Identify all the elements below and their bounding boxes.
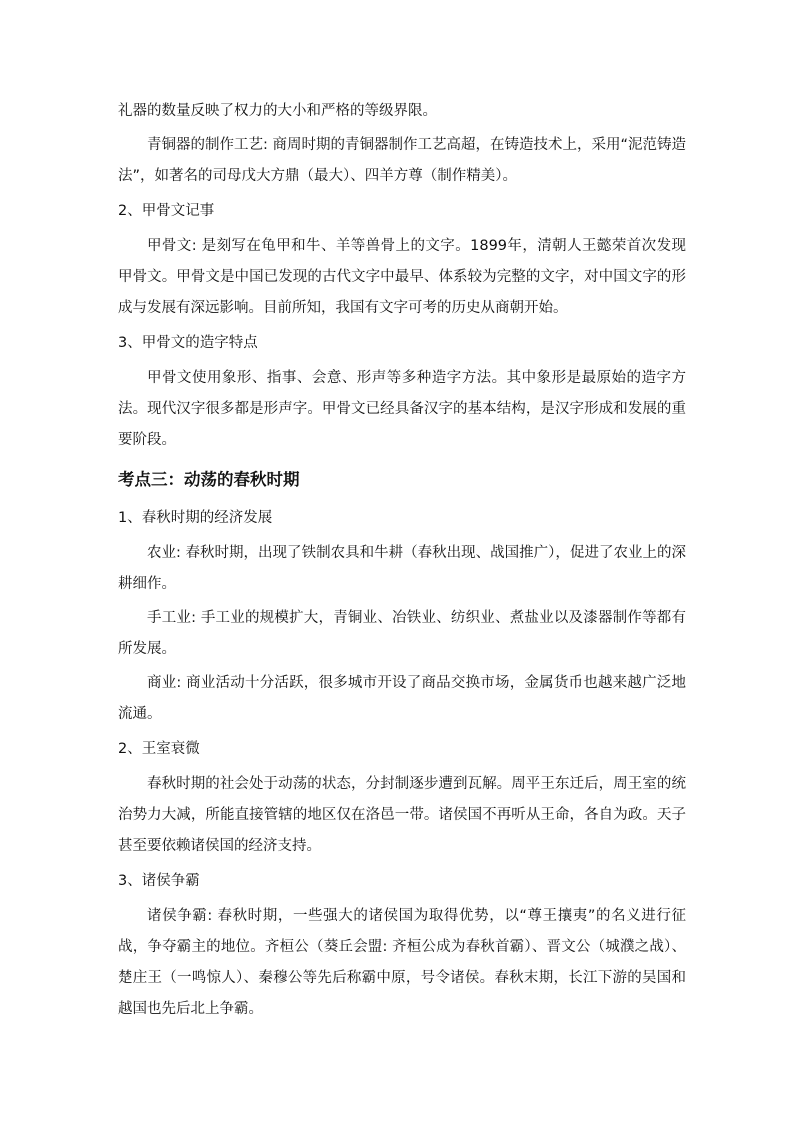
paragraph-oracle-bone-script: 甲骨文: 是刻写在龟甲和牛、羊等兽骨上的文字。1899年，清朝人王懿荣首次发现甲骨文。甲骨文是中国已发现的古代文字中最早、体系较为完整的文字，对中国文字的形成与发展有深远影响。目前所知，我国有文字可考的历史从商朝开始。 — [118, 238, 686, 316]
paragraph-hegemony: 诸侯争霸: 春秋时期，一些强大的诸侯国为取得优势，以“尊王攘夷”的名义进行征战，争夺霸主的地位。齐桓公（葵丘会盟: 齐桓公成为春秋首霸）、晋文公（城濮之战）、楚庄王（一鸣惊人）、秦穆公等先后称霸中原，号令诸侯。春秋末期，长江下游的吴国和越国也先后北上争霸。 — [118, 908, 686, 1017]
paragraph-commerce: 商业: 商业活动十分活跃，很多城市开设了商品交换市场，金属货币也越来越广泛地流通。 — [118, 675, 686, 722]
paragraph-bronze-craft: 青铜器的制作工艺: 商周时期的青铜器制作工艺高超，在铸造技术上，采用“泥范铸造法”，如著名的司母戊大方鼎（最大）、四羊方尊（制作精美）。 — [118, 137, 687, 184]
paragraph-ritual-vessels: 礼器的数量反映了权力的大小和严格的等级界限。 — [118, 103, 437, 119]
paragraph-character-methods: 甲骨文使用象形、指事、会意、形声等多种造字方法。其中象形是最原始的造字方法。现代汉字很多都是形声字。甲骨文已经具备汉字的基本结构，是汉字形成和发展的重要阶段。 — [118, 370, 686, 448]
section-heading-spring-autumn: 考点三：动荡的春秋时期 — [118, 470, 300, 489]
heading-oracle-bone-records: 2、甲骨文记事 — [118, 203, 215, 219]
paragraph-royal-decline: 春秋时期的社会处于动荡的状态，分封制逐步遭到瓦解。周平王东迁后，周王室的统治势力大减，所能直接管辖的地区仅在洛邑一带。诸侯国不再听从王命，各自为政。天子甚至要依赖诸侯国的经济支持。 — [118, 776, 686, 854]
heading-royal-decline: 2、王室衰微 — [118, 741, 200, 757]
heading-hegemony: 3、诸侯争霸 — [118, 873, 200, 889]
heading-oracle-bone-features: 3、甲骨文的造字特点 — [118, 335, 258, 351]
paragraph-handicraft: 手工业: 手工业的规模扩大，青铜业、冶铁业、纺织业、煮盐业以及漆器制作等都有所发展。 — [118, 610, 686, 657]
paragraph-agriculture: 农业: 春秋时期，出现了铁制农具和牛耕（春秋出现、战国推广），促进了农业上的深耕细作。 — [118, 545, 686, 592]
heading-economic-development: 1、春秋时期的经济发展 — [118, 510, 273, 526]
